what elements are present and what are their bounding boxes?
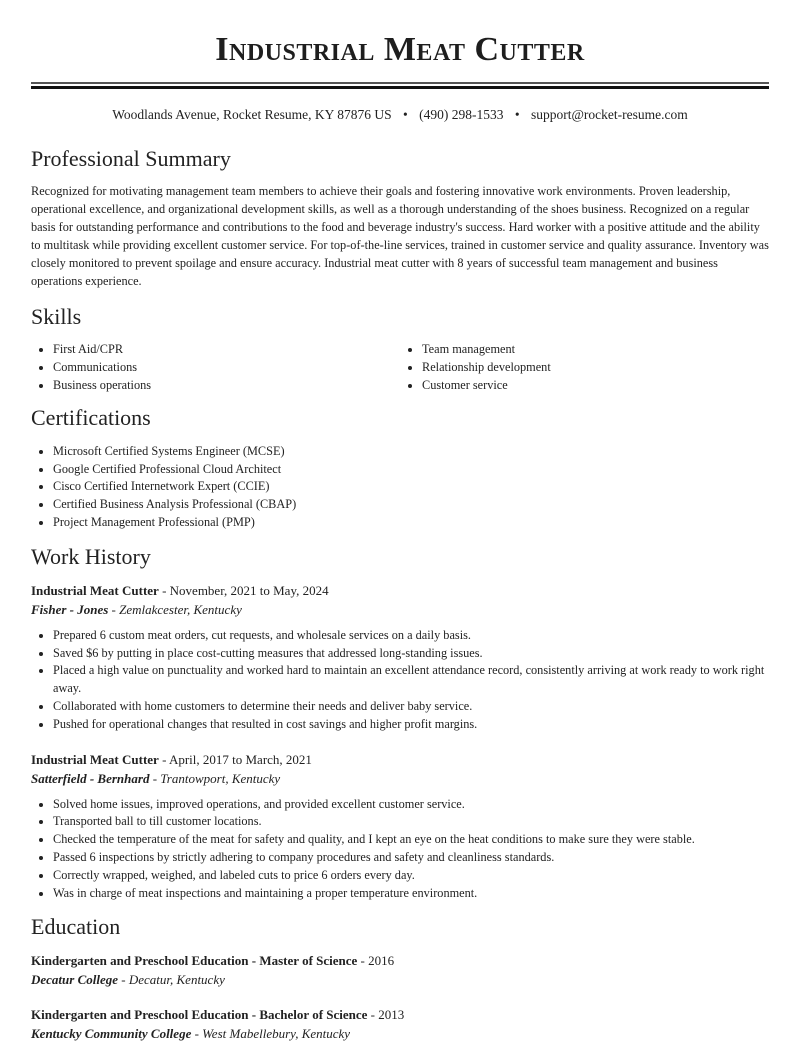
skill-item: • Communications <box>53 359 400 377</box>
skills-list-left <box>31 341 400 394</box>
job-company: Satterfield - Bernhard <box>31 770 150 786</box>
section-heading-summary: Professional Summary <box>31 146 231 171</box>
job-location: - Zemlakcester, Kentucky <box>108 601 242 617</box>
job-entry <box>31 750 769 903</box>
job-bullet: • Prepared 6 custom meat orders, cut requests, and wholesale services on a daily basis. <box>53 627 769 645</box>
job-bullets <box>31 796 769 903</box>
job-entry <box>31 581 769 734</box>
job-location: - Trantowport, Kentucky <box>149 770 281 786</box>
contact-email[interactable]: support@rocket-resume.com <box>530 107 688 122</box>
skill-item: • Business operations <box>53 377 400 395</box>
school-name: Kentucky Community College <box>31 1026 192 1042</box>
job-bullet: • Correctly wrapped, weighed, and labeled cuts to price 6 orders every day. <box>53 867 769 885</box>
job-dates: - April, 2017 to March, 2021 <box>158 751 312 767</box>
job-bullet: • Transported ball to till customer locations. <box>53 813 769 831</box>
school-location: - Decatur, Kentucky <box>118 972 225 988</box>
school-name: Decatur College <box>31 972 119 988</box>
contact-line <box>31 106 769 124</box>
certifications-list <box>31 443 769 532</box>
contact-address: Woodlands Avenue, Rocket Resume, KY 87876 US <box>112 107 392 122</box>
skill-item: • Customer service <box>422 377 769 395</box>
job-bullet: • Was in charge of meat inspections and maintaining a proper temperature environment. <box>53 885 769 903</box>
certifications-section <box>31 404 769 532</box>
candidate-name: Industrial Meat Cutter <box>215 31 585 68</box>
job-bullet: • Checked the temperature of the meat for safety and quality, and I kept an eye on the heat conditions to make sure they were stable. <box>53 831 769 849</box>
section-heading-education: Education <box>31 914 121 940</box>
job-company-line <box>31 600 769 619</box>
summary-section <box>31 145 769 290</box>
certification-item: • Google Certified Professional Cloud Architect <box>53 461 769 479</box>
section-heading-certifications: Certifications <box>31 404 151 430</box>
job-bullet: • Saved $6 by putting in place cost-cutting measures that addressed long-standing issues. <box>53 645 769 663</box>
work-history-section <box>31 543 769 903</box>
job-bullet: • Placed a high value on punctuality and worked hard to maintain an excellent attendance record, consistently arriving at work ready to work right away. <box>53 662 769 698</box>
degree: Kindergarten and Preschool Education - Master of Science <box>31 953 358 969</box>
section-heading-skills: Skills <box>31 304 82 330</box>
graduation-year: - 2013 <box>367 1007 405 1023</box>
job-title: Industrial Meat Cutter <box>31 751 159 767</box>
skill-item: • Team management <box>422 341 769 359</box>
job-title: Industrial Meat Cutter <box>31 582 159 598</box>
job-bullet: • Pushed for operational changes that resulted in cost savings and higher profit margins. <box>53 716 769 734</box>
education-section <box>31 913 769 1043</box>
skills-section <box>31 303 769 394</box>
bullet-separator-icon: • <box>514 107 520 122</box>
school-line <box>31 970 769 989</box>
job-dates: - November, 2021 to May, 2024 <box>158 582 329 598</box>
certification-item: • Project Management Professional (PMP) <box>53 514 769 532</box>
header-double-rule <box>31 82 769 89</box>
graduation-year: - 2016 <box>357 953 395 969</box>
section-heading-work-history: Work History <box>31 543 151 569</box>
degree: Kindergarten and Preschool Education - Bachelor of Science <box>31 1007 368 1023</box>
job-bullets <box>31 627 769 734</box>
job-company: Fisher - Jones <box>31 601 109 617</box>
job-bullet: • Passed 6 inspections by strictly adhering to company procedures and safety and cleanliness standards. <box>53 849 769 867</box>
job-bullet: • Solved home issues, improved operations, and provided excellent customer service. <box>53 796 769 814</box>
skill-item: • First Aid/CPR <box>53 341 400 359</box>
skills-columns <box>31 341 769 394</box>
job-title-line <box>31 750 769 769</box>
certification-item: • Certified Business Analysis Professional (CBAP) <box>53 496 769 514</box>
contact-phone: (490) 298-1533 <box>419 107 504 122</box>
certification-item: • Microsoft Certified Systems Engineer (MCSE) <box>53 443 769 461</box>
job-title-line <box>31 581 769 600</box>
bullet-separator-icon: • <box>403 107 408 122</box>
education-entry <box>31 1005 769 1043</box>
summary-text: Recognized for motivating management team members to achieve their goals and fostering innovative work environments. Proven leadership, operational excellence, and organizational development skills, as well as a thorough understanding of the shoes business. Recognized on a regular basis for outstanding performance and contributions to the food and beverage industry's success. Hard worker with a positive attitude and the ability to multitask while providing excellent customer service. For top-of-the-line services, trained in customer service and quality assurance. Inventory was closely monitored to prevent spoilage and ensure accuracy. Industrial meat cutter with 8 years of successful team management and business operations experience. <box>31 184 769 288</box>
school-line <box>31 1024 769 1043</box>
degree-line <box>31 1005 769 1024</box>
degree-line <box>31 951 769 970</box>
skill-item: • Relationship development <box>422 359 769 377</box>
school-location: - West Mabellebury, Kentucky <box>191 1026 351 1042</box>
education-entry <box>31 951 769 989</box>
certification-item: • Cisco Certified Internetwork Expert (CCIE) <box>53 478 769 496</box>
job-company-line <box>31 769 769 788</box>
job-bullet: • Collaborated with home customers to determine their needs and deliver baby service. <box>53 698 769 716</box>
skills-list-right <box>400 341 769 394</box>
